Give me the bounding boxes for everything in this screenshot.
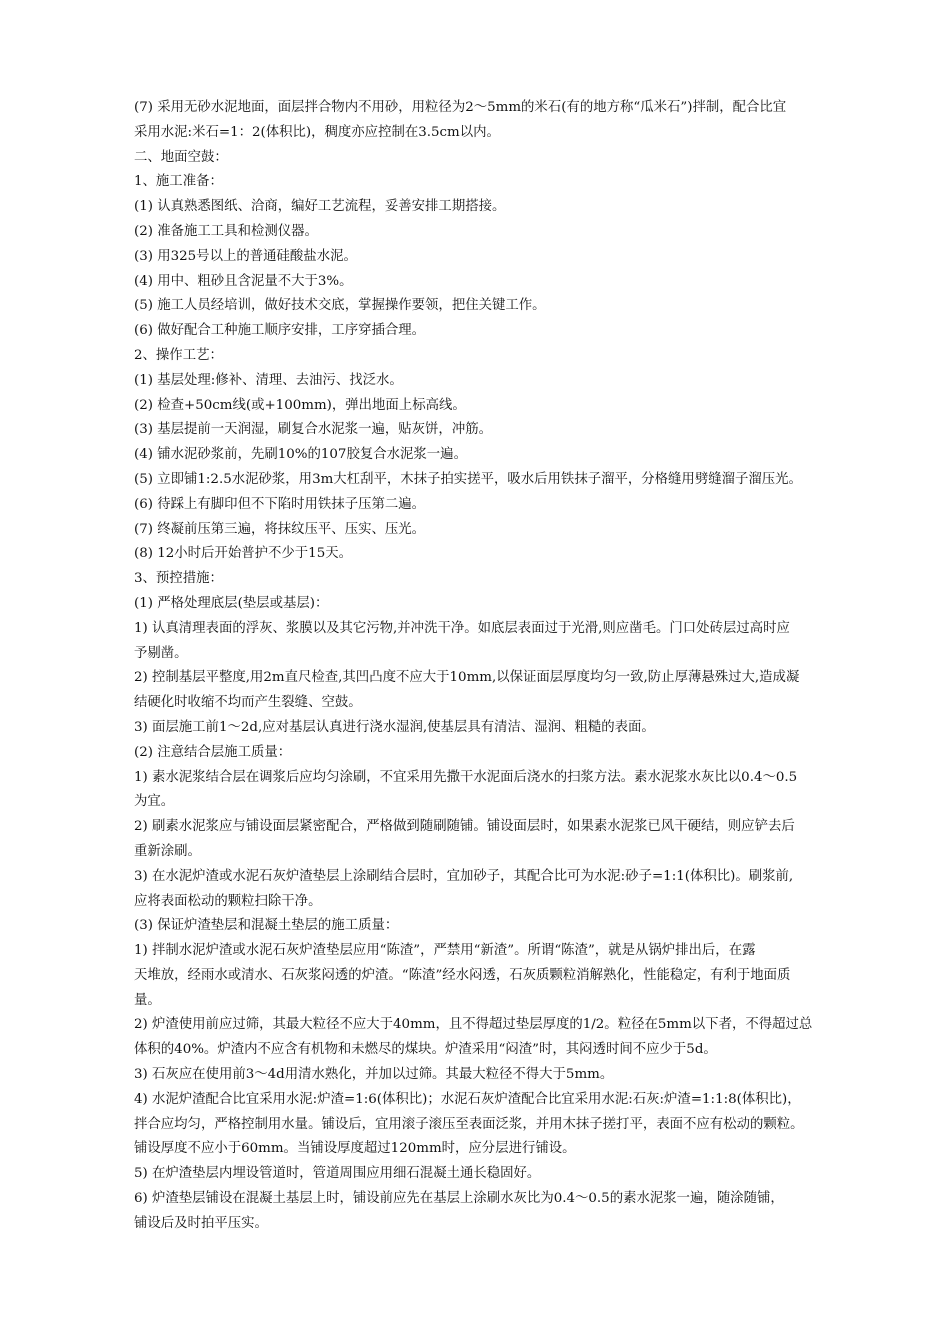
text-line: 1) 认真清理表面的浮灰、浆膜以及其它污物,并冲洗干净。如底层表面过于光滑,则应凿毛。门口处砖层过高时应 <box>134 620 790 636</box>
subsection-heading: 3、预控措施： <box>134 571 223 587</box>
text-line: (2) 注意结合层施工质量： <box>134 744 292 760</box>
text-line: 2) 炉渣使用前应过筛，其最大粒径不应大于40mm，且不得超过垫层厚度的1/2。粒径在5mm以下者，不得超过总 <box>134 1017 813 1033</box>
text-line: 结硬化时收缩不均而产生裂缝、空鼓。 <box>134 695 362 711</box>
text-line: (3) 用325号以上的普通硅酸盐水泥。 <box>134 248 357 264</box>
text-line: 拌合应均匀，严格控制用水量。铺设后，宜用滚子滚压至表面泛浆，并用木抹子搓打平，表面不应有松动的颗粒。 <box>134 1116 804 1132</box>
text-line: (1) 严格处理底层(垫层或基层)： <box>134 595 329 611</box>
text-line: 为宜。 <box>134 794 175 810</box>
text-line: (1) 认真熟悉图纸、洽商，编好工艺流程，妥善安排工期搭接。 <box>134 199 506 215</box>
text-line: 3) 面层施工前1～2d,应对基层认真进行浇水湿润,使基层具有清洁、湿润、粗糙的表面。 <box>134 719 655 735</box>
text-line: 1) 素水泥浆结合层在调浆后应均匀涂刷，不宜采用先撒干水泥面后浇水的扫浆方法。素水泥浆水灰比以0.4～0.5 <box>134 769 798 785</box>
text-line: 4) 水泥炉渣配合比宜采用水泥:炉渣=1:6(体积比)；水泥石灰炉渣配合比宜采用水泥:石灰:炉渣=1:1:8(体积比)， <box>134 1091 801 1107</box>
text-line: 予剔凿。 <box>134 645 188 661</box>
text-line: 6) 炉渣垫层铺设在混凝土基层上时，铺设前应先在基层上涂刷水灰比为0.4～0.5的素水泥浆一遍，随涂随铺， <box>134 1191 784 1207</box>
text-line: 1) 拌制水泥炉渣或水泥石灰炉渣垫层应用“陈渣”，严禁用“新渣”。所谓“陈渣”，就是从锅炉排出后，在露 <box>134 943 756 959</box>
text-line: (4) 用中、粗砂且含泥量不大于3%。 <box>134 273 353 289</box>
text-line: 采用水泥:米石=1：2(体积比)，稠度亦应控制在3.5cm以内。 <box>134 124 500 140</box>
document-body <box>134 96 864 1237</box>
subsection-heading: 1、施工准备： <box>134 174 223 190</box>
text-line: (6) 待踩上有脚印但不下陷时用铁抹子压第二遍。 <box>134 496 426 512</box>
text-line: (5) 施工人员经培训，做好技术交底，掌握操作要领，把住关键工作。 <box>134 298 546 314</box>
text-line: 体积的40%。炉渣内不应含有机物和未燃尽的煤块。炉渣采用“闷渣”时，其闷透时间不应少于5d。 <box>134 1042 717 1058</box>
text-line: (1) 基层处理:修补、清理、去油污、找泛水。 <box>134 372 403 388</box>
text-line: 5) 在炉渣垫层内埋设管道时，管道周围应用细石混凝土通长稳固好。 <box>134 1166 541 1182</box>
text-line: 3) 石灰应在使用前3～4d用清水熟化，并加以过筛。其最大粒径不得大于5mm。 <box>134 1067 614 1083</box>
text-line: 天堆放，经雨水或清水、石灰浆闷透的炉渣。“陈渣”经水闷透，石灰质颗粒消解熟化，性能稳定，有利于地面质 <box>134 967 791 983</box>
text-line: (6) 做好配合工种施工顺序安排，工序穿插合理。 <box>134 323 426 339</box>
text-line: 2) 控制基层平整度,用2m直尺检查,其凹凸度不应大于10mm,以保证面层厚度均匀一致,防止厚薄悬殊过大,造成凝 <box>134 670 800 686</box>
text-line: 铺设后及时拍平压实。 <box>134 1215 268 1231</box>
section-heading: 二、地面空鼓： <box>134 149 228 165</box>
text-line: 重新涂刷。 <box>134 843 201 859</box>
text-line: 量。 <box>134 992 161 1008</box>
text-line: (2) 检查+50cm线(或+100mm)，弹出地面上标高线。 <box>134 397 466 413</box>
text-line: (8) 12小时后开始普护不少于15天。 <box>134 546 352 562</box>
text-line: 3) 在水泥炉渣或水泥石灰炉渣垫层上涂刷结合层时，宜加砂子，其配合比可为水泥:砂子=1:1(体积比)。刷浆前, <box>134 868 794 884</box>
text-line: (3) 基层提前一天润湿，刷复合水泥浆一遍，贴灰饼，冲筋。 <box>134 422 492 438</box>
text-line: 铺设厚度不应小于60mm。当铺设厚度超过120mm时，应分层进行铺设。 <box>134 1141 576 1157</box>
subsection-heading: 2、操作工艺： <box>134 347 223 363</box>
text-line: (5) 立即铺1:2.5水泥砂浆，用3m大杠刮平，木抹子拍实搓平，吸水后用铁抹子溜平，分格缝用劈缝溜子溜压光。 <box>134 471 802 487</box>
text-line: 应将表面松动的颗粒扫除干净。 <box>134 893 322 909</box>
text-line: (7) 终凝前压第三遍，将抹纹压平、压实、压光。 <box>134 521 426 537</box>
text-line: (7) 采用无砂水泥地面，面层拌合物内不用砂，用粒径为2～5mm的米石(有的地方称“瓜米石”)拌制，配合比宜 <box>134 100 787 115</box>
text-line: (4) 铺水泥砂浆前，先刷10%的107胶复合水泥浆一遍。 <box>134 447 467 463</box>
text-line: (2) 准备施工工具和检测仪器。 <box>134 223 318 239</box>
text-line: 2) 刷素水泥浆应与铺设面层紧密配合，严格做到随刷随铺。铺设面层时，如果素水泥浆已风干硬结，则应铲去后 <box>134 819 795 835</box>
text-line: (3) 保证炉渣垫层和混凝土垫层的施工质量： <box>134 918 399 934</box>
